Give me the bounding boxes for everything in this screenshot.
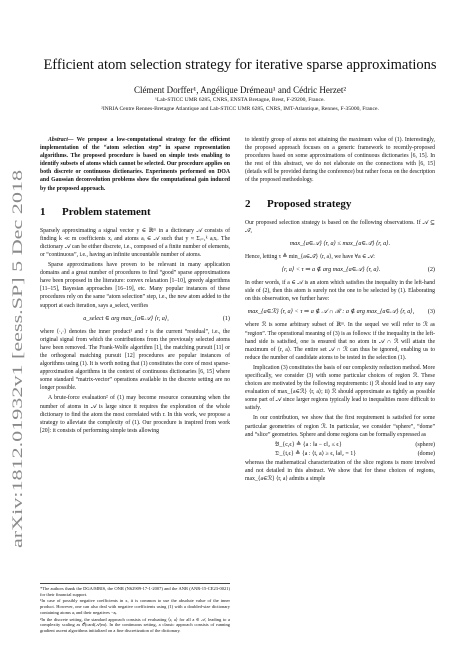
- author-list: Clément Dorffer¹, Angélique Drémeau¹ and Cédric Herzet²: [133, 85, 347, 95]
- right-column: [245, 136, 435, 485]
- section-2-heading: [245, 197, 435, 211]
- section-2-paragraph: whereas the mathematical characterization of the slice regions is more involved and not detailed in this abstract. We show that for these choices of regions, max_{a∈ℛ} ⟨r, a⟩ admits a simple: [245, 459, 435, 482]
- arxiv-stamp: [6, 168, 28, 548]
- left-column: [40, 136, 230, 437]
- equation-1-expression: a_select ∈ arg max_{a∈𝒜} ⟨r, a⟩,: [83, 314, 169, 322]
- section-1-number: 1: [40, 205, 46, 218]
- section-1-paragraph: where ⟨·,·⟩ denotes the inner product¹ and r is the current “residual”, i.e., the original signal from which the contributions from the previously selected atoms have been removed. The Frank-Wolfe algorithm [1], the matching pursuit [11] or the orthogonal matching pursuit [12] procedures are popular instances of algorithms using (1). It is worth noting that (1) constitutes the core of most sparse-approximation algorithms in the context of continuous dictionaries [6, 15] where some standard “matrix-vector” operations available in the discrete setting are no longer possible.: [40, 328, 230, 392]
- section-1-paragraph: Sparse approximations have proven to be relevant in many application domains and a great number of procedures to find “good” sparse approximations have been proposed in the literature: convex relaxation [1–10], greedy algorithms [11–15], Bayesian approaches [16–19], etc. Many popular instances of these procedures rely on the same “atom selection” step, i.e., the new atom added to the support at each iteration, says a_select, verifies: [40, 262, 230, 309]
- footnote: ²In the discrete setting, the standard approach consists of evaluating ⟨r, a⟩ for all a ∈ 𝒜, leading to a complexity scaling as 𝒪(card(𝒜)m). In the continuous setting, a classic approach consists of running gradient ascent algorithms initialized on a fine discretization of the dictionary.: [40, 616, 230, 633]
- abstract: [40, 136, 230, 193]
- section-1-paragraph: Sparsely approximating a signal vector y ∈ ℝᵐ in a dictionary 𝒜 consists of finding k ≪ m coefficients xᵢ and atoms aᵢ ∈ 𝒜 such that y ≈ Σᵢ₌₁ᵏ aᵢxᵢ. The dictionary 𝒜 can be either discrete, i.e., composed of a finite number of elements, or “continuous”, i.e., having an infinite uncountable number of atoms.: [40, 227, 230, 258]
- equation-3: [245, 308, 435, 316]
- footnote: ¹In case of possibly negative coefficients in x, it is common to use the absolute value of the inner product. However, one can also deal with negative coefficients using (1) with a doubled-size dictionary containing atoms aᵢ and their negatives −aᵢ.: [40, 598, 230, 615]
- sphere-label: (sphere): [415, 441, 435, 448]
- equation-2-expression: ⟨r, a⟩ < τ ⇒ a ∉ arg max_{a∈𝒜} ⟨r, a⟩.: [281, 265, 381, 273]
- section-2-title: Proposed strategy: [267, 197, 352, 210]
- section-1-heading: [40, 205, 230, 219]
- section-2-paragraph: Hence, letting τ ≜ min_{a∈𝒜̃} ⟨r, a⟩, we have ∀a ∈ 𝒜:: [245, 253, 375, 260]
- equation-3-number: (3): [427, 308, 435, 316]
- section-2-paragraph: where ℛ is some arbitrary subset of ℝᵐ. In the sequel we will refer to ℛ as “region”. The operational meaning of (3) is as follows: if the inequality in the left-hand side is satisfied, one is ensured that no atom in 𝒜 ∩ ℛ will attain the maximum of ⟨r, a⟩. The entire set 𝒜 ∩ ℛ can thus be ignored, enabling us to reduce the number of candidate atoms to be tested in the selection (1).: [245, 322, 435, 361]
- sphere-definition: [245, 441, 435, 450]
- affiliation-2: ²INRIA Centre Rennes-Bretagne Atlantique and Lab-STICC UMR 6285, CNRS, IMT-Atlantique, Rennes, F-35000, France.: [101, 106, 379, 112]
- section-2-paragraph: In other words, if a ∈ 𝒜 is an atom which satisfies the inequality in the left-hand side of (2), then this atom is surely not the one to be selected by (1). Elaborating on this observation, we further have:: [245, 280, 435, 303]
- right-column-paragraph: to identify group of atoms not attaining the maximum value of (1). Interestingly, the proposed approach focuses on a generic framework to recently-proposed procedures based on some approximations of continuous dictionaries [6, 15]. In the rest of this abstract, we do not elaborate on the connections with [6, 15] (details will be provided during the conference) but rather focus on the description of the proposed methodology.: [245, 137, 435, 184]
- arxiv-stamp-text: arXiv:1812.01932v1 [eess.SP] 5 Dec 2018: [10, 291, 26, 548]
- affiliation-1: ¹Lab-STICC UMR 6285, CNRS, ENSTA Bretagne, Brest, F-29200, France.: [155, 97, 325, 103]
- equation-2: [245, 266, 435, 274]
- equation-1: [40, 315, 230, 323]
- dome-equation: 𝔇_{t,ϵ} ≜ {a : ⟨t, a⟩ ≥ ϵ, ‖a‖₂ = 1}: [275, 450, 357, 457]
- paper-title: Efficient atom selection strategy for iterative sparse approximations: [43, 57, 437, 73]
- section-1-title: Problem statement: [62, 205, 151, 218]
- equation-inclusion-expression: max_{a∈𝒜} ⟨r, a⟩ ≤ max_{a∈𝒜̃} ⟨r, a⟩.: [289, 239, 391, 247]
- equation-inclusion: [245, 240, 435, 248]
- equation-2-number: (2): [427, 265, 435, 273]
- sphere-equation: 𝔅_{c,ϵ} ≜ {a : ‖a − c‖₂ ≤ ϵ}: [275, 441, 342, 448]
- abstract-text: We propose a low-computational strategy for the efficient implementation of the “atom selection step” in sparse representation algorithms. The proposed procedure is based on simple tests enabling to identify subsets of atoms which cannot be selected. Our procedure applies on both discrete or continuous dictionaries. Experiments performed on DOA and Gaussian deconvolution problems show the computational gain induced by the proposed approach.: [40, 137, 230, 192]
- section-2-paragraph: Implication (3) constitutes the basis of our complexity reduction method. More specifically, we consider (3) with some particular choices of region ℛ. These choices are motivated by the following requirements: i) ℛ should lead to any easy evaluation of max_{a∈ℛ} ⟨r, a⟩; ii) ℛ should approximate as tightly as possible some part of 𝒜 since larger regions typically lead to inequalities more difficult to satisfy.: [245, 364, 435, 412]
- equation-1-number: (1): [222, 314, 230, 322]
- footnotes: [40, 583, 230, 635]
- abstract-label: Abstract—: [48, 137, 74, 143]
- section-1-paragraph: A brute-force evaluation² of (1) may become resource consuming when the number of atoms in 𝒜 is large since it requires the exploration of the whole dictionary to find the atom the most correlated with r. In this work, we propose a strategy to alleviate the complexity of (1). Our procedure is inspired from work [20]: it consists of performing simple tests allowing: [40, 395, 230, 434]
- footnote: *The authors thank the DGA/MRIS, the ONR (N62909-17-1-2007) and the ANR (ANR-15-CE23-0021) for their financial support.: [40, 586, 230, 597]
- dome-definition: [245, 450, 435, 459]
- section-2-paragraph: In our contribution, we show that the first requirement is satisfied for some particular geometries of region ℛ. In particular, we consider “sphere”, “dome” and “slice” geometries. Sphere and dome regions can be formally expressed as: [245, 415, 435, 438]
- section-2-paragraph: Our proposed selection strategy is based on the following observations. If 𝒜 ⊆ 𝒜̃,: [245, 219, 435, 234]
- equation-3-expression: max_{a∈ℛ} ⟨r, a⟩ < τ ⇒ a ∉ 𝒜 ∩ ℛ : a ∉ arg max_{a∈𝒜} ⟨r, a⟩,: [247, 308, 415, 316]
- dome-label: (dome): [417, 450, 435, 457]
- section-2-number: 2: [245, 197, 251, 210]
